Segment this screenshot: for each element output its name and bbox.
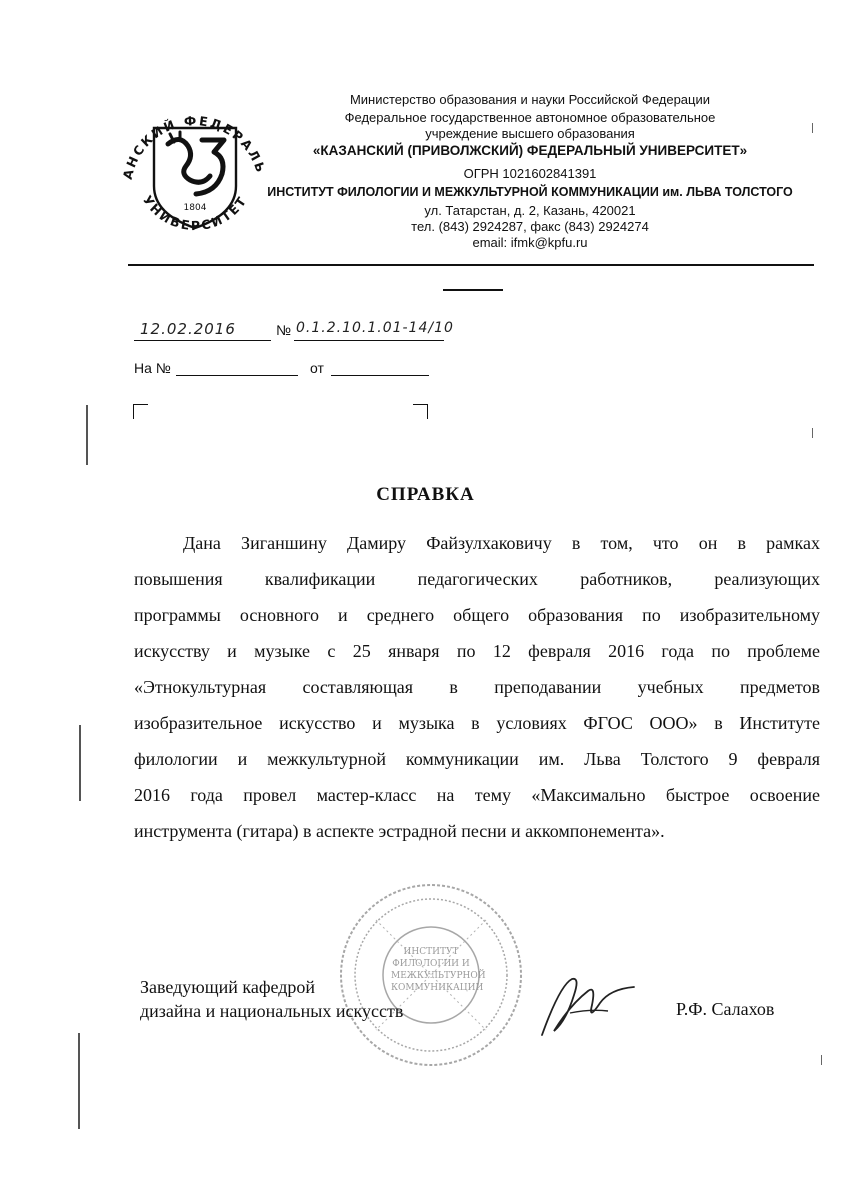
body-line: искусству и музыке с 25 января по 12 февраля 2016 года по проблеме (134, 641, 820, 661)
signatory-name: Р.Ф. Салахов (676, 999, 775, 1019)
scan-artifact (821, 1055, 822, 1065)
header-ogrn: ОГРН 1021602841391 (463, 166, 597, 181)
number-underline (294, 340, 444, 341)
signature-scribble-icon (530, 965, 640, 1045)
body-line: повышения квалификации педагогических работников, реализующих (134, 569, 820, 589)
body-line: «Этнокультурная составляющая в преподавании учебных предметов (134, 677, 820, 697)
reply-number-line (176, 375, 298, 376)
logo-year: 1804 (183, 203, 207, 213)
official-stamp (336, 880, 526, 1070)
body-line: 2016 года провел мастер-класс на тему «Максимально быстрое освоение (134, 785, 820, 805)
body-line: изобразительное искусство и музыка в условиях ФГОС ООО» в Институте (134, 713, 820, 733)
date-underline (134, 340, 271, 341)
header-ministry: Министерство образования и науки Российской Федерации (349, 92, 711, 107)
reply-from-label: от (310, 360, 324, 376)
header-email: email: ifmk@kpfu.ru (472, 235, 588, 250)
scan-artifact (812, 428, 813, 438)
header-divider (128, 264, 814, 266)
signatory-position-1: Заведующий кафедрой (140, 977, 316, 997)
registration-number-label: № (276, 322, 292, 338)
scan-artifact (86, 405, 88, 465)
address-corner-right (413, 404, 428, 419)
scan-artifact (79, 725, 81, 801)
body-line: Дана Зиганшину Дамиру Файзулхаковичу в том, что он в рамках (183, 533, 820, 553)
signatory-position-2: дизайна и национальных искусств (140, 1001, 404, 1021)
header-short-divider (443, 289, 503, 291)
header-university-name: «КАЗАНСКИЙ (ПРИВОЛЖСКИЙ) ФЕДЕРАЛЬНЫЙ УНИВЕРСИТЕТ» (312, 143, 748, 158)
document-title: СПРАВКА (376, 484, 475, 505)
registration-number: 0.1.2.10.1.01-14/10 (296, 320, 454, 336)
registration-date: 12.02.2016 (140, 320, 236, 338)
reply-number-label: На № (134, 360, 171, 376)
reply-from-line (331, 375, 429, 376)
body-line: филологии и межкультурной коммуникации им. Льва Толстого 9 февраля (134, 749, 820, 769)
body-line: программы основного и среднего общего образования по изобразительному (134, 605, 820, 625)
scan-artifact (78, 1033, 80, 1129)
scan-artifact (812, 123, 813, 133)
header-phone: тел. (843) 2924287, факс (843) 2924274 (411, 219, 649, 234)
body-line: инструмента (гитара) в аспекте эстрадной песни и аккомпонемента». (134, 821, 665, 841)
handwritten-signature (530, 965, 640, 1045)
header-address: ул. Татарстан, д. 2, Казань, 420021 (424, 203, 636, 218)
stamp-center-text: ИНСТИТУТ ФИЛОЛОГИИ И МЕЖКУЛЬТУРНОЙ КОММУНИКАЦИИ (391, 947, 486, 993)
header-institution-type-2: учреждение высшего образования (425, 126, 635, 141)
logo-ring-top-text: АНСКИЙ ФЕДЕРАЛЬ (119, 112, 270, 181)
logo-ring-bottom-text: УНИВЕРСИТЕТ (139, 192, 251, 234)
header-institution-type-1: Федеральное государственное автономное образовательное (344, 110, 716, 125)
header-institute-name: ИНСТИТУТ ФИЛОЛОГИИ И МЕЖКУЛЬТУРНОЙ КОММУНИКАЦИИ им. ЛЬВА ТОЛСТОГО (267, 185, 793, 199)
address-corner-left (133, 404, 148, 419)
